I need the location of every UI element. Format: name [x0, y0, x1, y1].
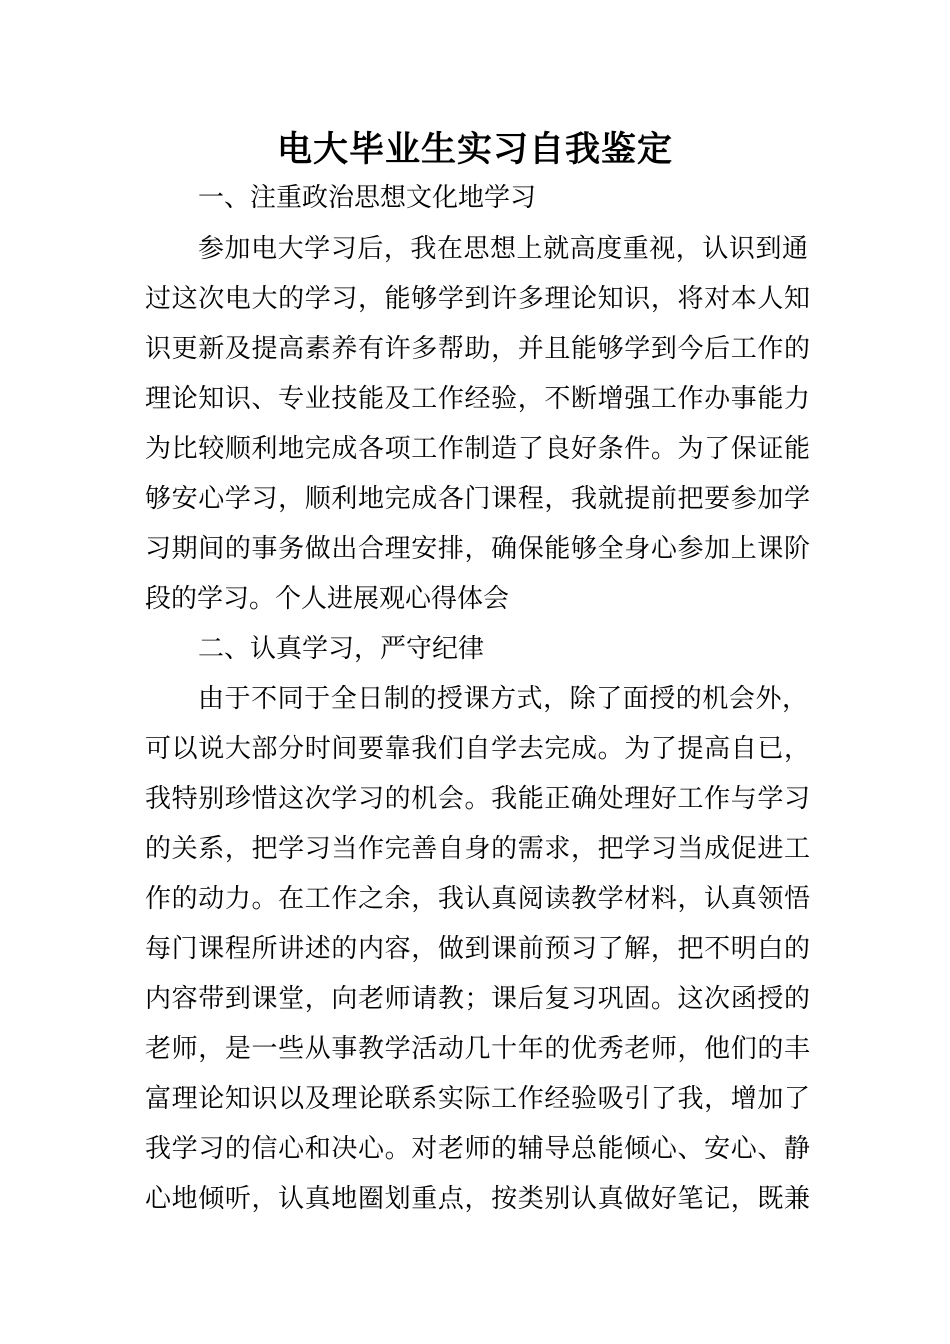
paragraph-line: 可以说大部分时间要靠我们自学去完成。为了提高自已，	[145, 734, 810, 764]
paragraph-line: 习期间的事务做出合理安排，确保能够全身心参加上课阶	[145, 534, 810, 564]
paragraph-line: 我学习的信心和决心。对老师的辅导总能倾心、安心、静	[145, 1134, 810, 1164]
paragraph-line: 段的学习。个人进展观心得体会	[145, 584, 510, 614]
paragraph-line: 由于不同于全日制的授课方式，除了面授的机会外，	[198, 684, 808, 714]
paragraph-line: 够安心学习，顺利地完成各门课程，我就提前把要参加学	[145, 484, 810, 514]
paragraph-line: 过这次电大的学习，能够学到许多理论知识，将对本人知	[145, 284, 810, 314]
paragraph-line: 作的动力。在工作之余，我认真阅读教学材料，认真领悟	[145, 884, 810, 914]
paragraph-line: 为比较顺利地完成各项工作制造了良好条件。为了保证能	[145, 434, 810, 464]
paragraph-line: 的关系，把学习当作完善自身的需求，把学习当成促进工	[145, 834, 810, 864]
paragraph-line: 识更新及提高素养有许多帮助，并且能够学到今后工作的	[145, 334, 810, 364]
paragraph-line: 参加电大学习后，我在思想上就高度重视，认识到通	[198, 234, 808, 264]
paragraph-line: 老师，是一些从事教学活动几十年的优秀老师，他们的丰	[145, 1034, 810, 1064]
section-heading-2: 二、认真学习，严守纪律	[198, 634, 485, 664]
paragraph-line: 理论知识、专业技能及工作经验，不断增强工作办事能力	[145, 384, 810, 414]
section-heading-1: 一、注重政治思想文化地学习	[198, 183, 537, 213]
document-title: 电大毕业生实习自我鉴定	[276, 129, 673, 170]
paragraph-line: 每门课程所讲述的内容，做到课前预习了解，把不明白的	[145, 934, 810, 964]
paragraph-line: 富理论知识以及理论联系实际工作经验吸引了我，增加了	[145, 1084, 810, 1114]
paragraph-line: 内容带到课堂，向老师请教；课后复习巩固。这次函授的	[145, 984, 810, 1014]
paragraph-line: 我特别珍惜这次学习的机会。我能正确处理好工作与学习	[145, 784, 810, 814]
paragraph-line: 心地倾听，认真地圈划重点，按类别认真做好笔记，既兼	[145, 1184, 810, 1214]
